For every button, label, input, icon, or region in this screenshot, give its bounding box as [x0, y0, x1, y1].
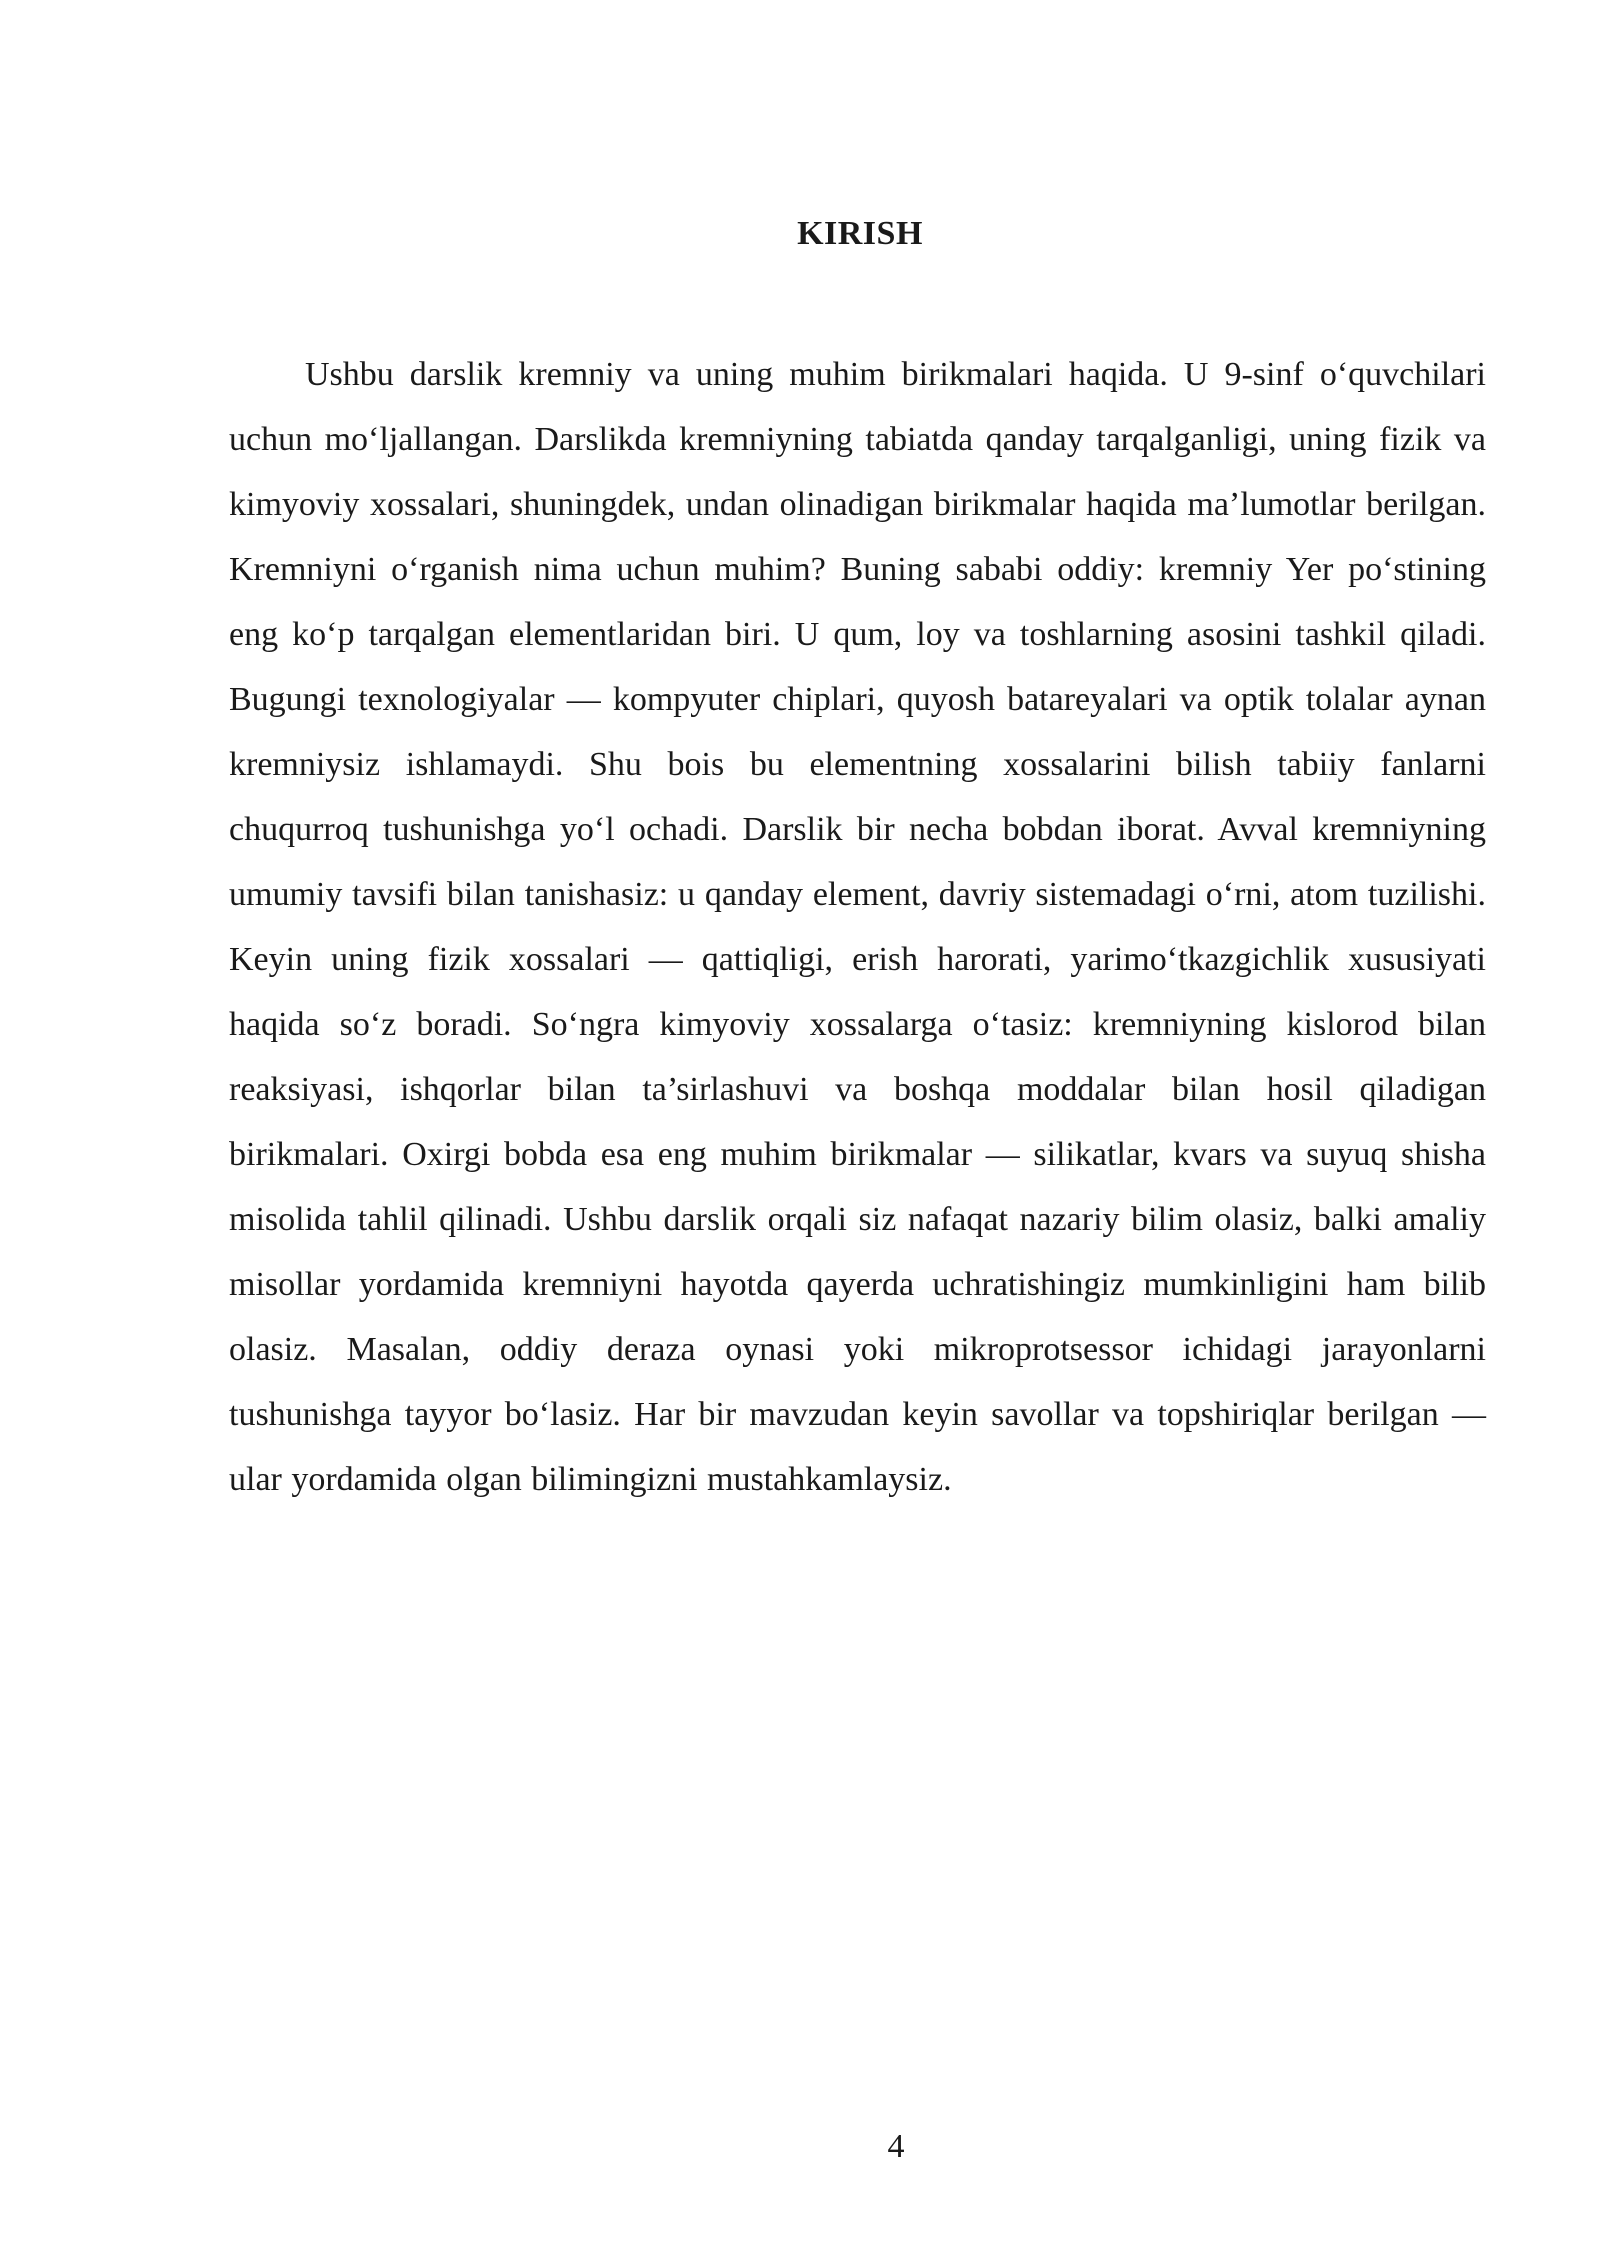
page-number: 4 [887, 2128, 905, 2165]
section-title: KIRISH [797, 215, 923, 252]
introduction-paragraph: Ushbu darslik kremniy va uning muhim birikmalari haqida. U 9-sinf o‘quvchilari uchun mo‘ljallangan. Darslikda kremniyning tabiatda qanday tarqalganligi, uning fizik va kimyoviy xossalari, shuningdek, undan olinadigan birikmalar haqida ma’lumotlar berilgan. Kremniyni o‘rganish nima uchun muhim? Buning sababi oddiy: kremniy Yer po‘stining eng ko‘p tarqalgan elementlaridan biri. U qum, loy va toshlarning asosini tashkil qiladi. Bugungi texnologiyalar — kompyuter chiplari, quyosh batareyalari va optik tolalar aynan kremniysiz ishlamaydi. Shu bois bu elementning xossalarini bilish tabiiy fanlarni chuqurroq tushunishga yo‘l ochadi. Darslik bir necha bobdan iborat. Avval kremniyning umumiy tavsifi bilan tanishasiz: u qanday element, davriy sistemadagi o‘rni, atom tuzilishi. Keyin uning fizik xossalari — qattiqligi, erish harorati, yarimo‘tkazgichlik xususiyati haqida so‘z boradi. So‘ngra kimyoviy xossalarga o‘tasiz: kremniyning kislorod bilan reaksiyasi, ishqorlar bilan ta’sirlashuvi va boshqa moddalar bilan hosil qiladigan birikmalari. Oxirgi bobda esa eng muhim birikmalar — silikatlar, kvars va suyuq shisha misolida tahlil qilinadi. Ushbu darslik orqali siz nafaqat nazariy bilim olasiz, balki amaliy misollar yordamida kremniyni hayotda qayerda uchratishingiz mumkinligini ham bilib olasiz. Masalan, oddiy deraza oynasi yoki mikroprotsessor ichidagi jarayonlarni tushunishga tayyor bo‘lasiz. Har bir mavzudan keyin savollar va topshiriqlar berilgan — ular yordamida olgan bilimingizni mustahkamlaysiz. [229, 356, 1486, 1498]
